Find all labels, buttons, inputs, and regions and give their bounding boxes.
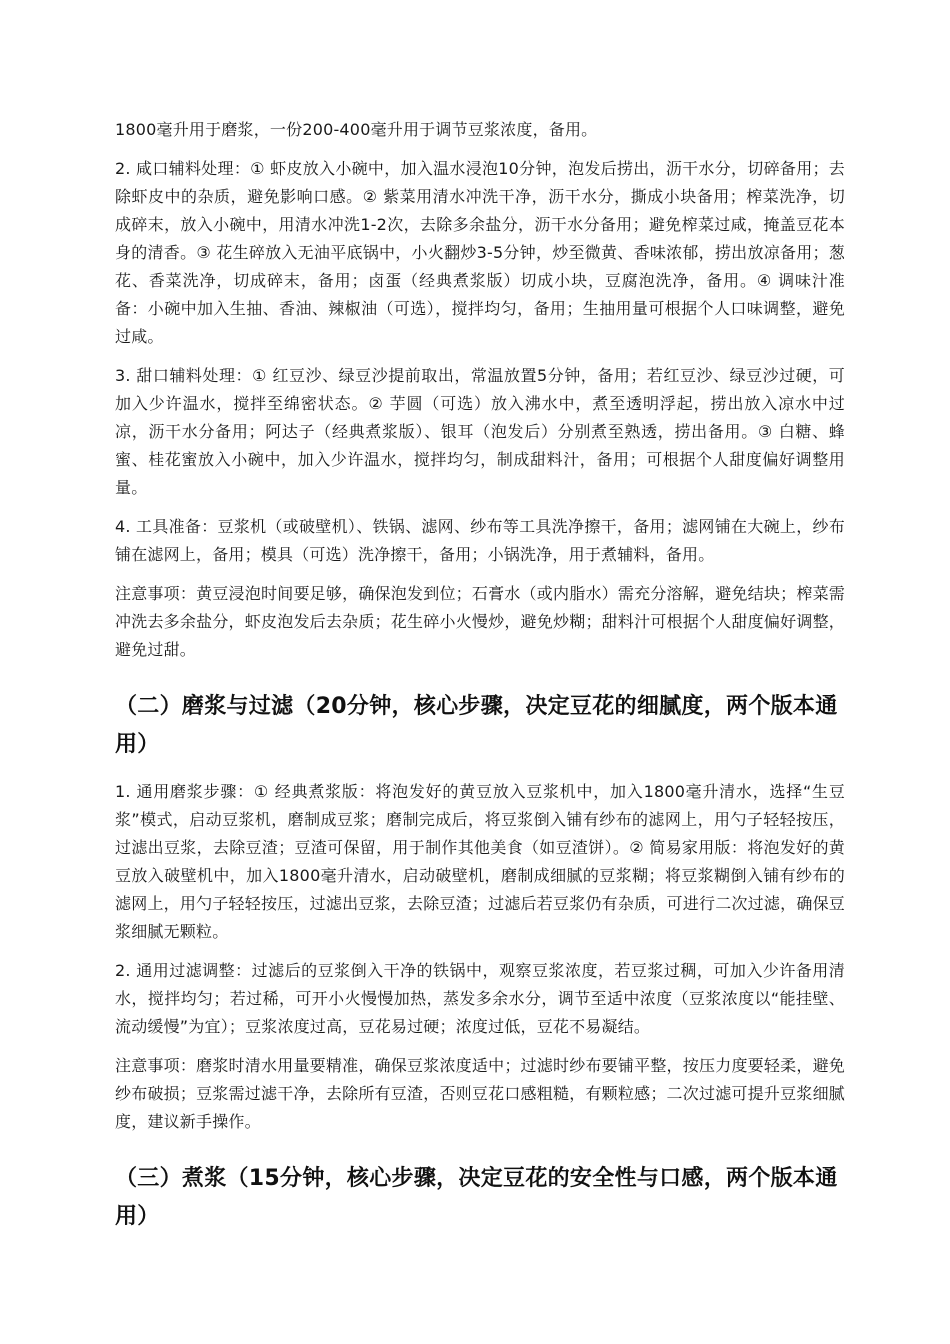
- section-heading-boiling: （三）煮浆（15分钟，核心步骤，决定豆花的安全性与口感，两个版本通用）: [115, 1166, 838, 1229]
- paragraph-soymilk-portion: 1800毫升用于磨浆，一份200-400毫升用于调节豆浆浓度，备用。: [115, 120, 598, 139]
- paragraph-tool-prep: 4. 工具准备：豆浆机（或破壁机）、铁锅、滤网、纱布等工具洗净擦干，备用；滤网铺在大碗上，纱布铺在滤网上，备用；模具（可选）洗净擦干，备用；小锅洗净，用于煮辅料，备用。: [115, 517, 845, 564]
- section-heading-grinding: （二）磨浆与过滤（20分钟，核心步骤，决定豆花的细腻度，两个版本通用）: [115, 694, 838, 757]
- paragraph-filter-adjust: 2. 通用过滤调整：过滤后的豆浆倒入干净的铁锅中，观察豆浆浓度，若豆浆过稠，可加入少许备用清水，搅拌均匀；若过稀，可开小火慢慢加热，蒸发多余水分，调节至适中浓度（豆浆浓度以“能挂壁、流动缓慢”为宜）；豆浆浓度过高，豆花易过硬；浓度过低，豆花不易凝结。: [115, 961, 845, 1036]
- paragraph-notes-grinding: 注意事项：磨浆时清水用量要精准，确保豆浆浓度适中；过滤时纱布要铺平整，按压力度要轻柔，避免纱布破损；豆浆需过滤干净，去除所有豆渣，否则豆花口感粗糙，有颗粒感；二次过滤可提升豆浆细腻度，建议新手操作。: [115, 1056, 845, 1131]
- paragraph-savory-toppings: 2. 咸口辅料处理：① 虾皮放入小碗中，加入温水浸泡10分钟，泡发后捞出，沥干水分，切碎备用；去除虾皮中的杂质，避免影响口感。② 紫菜用清水冲洗干净，沥干水分，撕成小块备用；榨菜洗净，切成碎末，放入小碗中，用清水冲洗1-2次，去除多余盐分，沥干水分备用；避免榨菜过咸，掩盖豆花本身的清香。③ 花生碎放入无油平底锅中，小火翻炒3-5分钟，炒至微黄、香味浓郁，捞出放凉备用；葱花、香菜洗净，切成碎末，备用；卤蛋（经典煮浆版）切成小块，豆腐泡洗净，备用。④ 调味汁准备：小碗中加入生抽、香油、辣椒油（可选），搅拌均匀，备用；生抽用量可根据个人口味调整，避免过咸。: [115, 159, 845, 346]
- paragraph-grinding-steps: 1. 通用磨浆步骤：① 经典煮浆版：将泡发好的黄豆放入豆浆机中，加入1800毫升清水，选择“生豆浆”模式，启动豆浆机，磨制成豆浆；磨制完成后，将豆浆倒入铺有纱布的滤网上，用勺子轻轻按压，过滤出豆浆，去除豆渣；豆渣可保留，用于制作其他美食（如豆渣饼）。② 简易家用版：将泡发好的黄豆放入破壁机中，加入1800毫升清水，启动破壁机，磨制成细腻的豆浆糊；将豆浆糊倒入铺有纱布的滤网上，用勺子轻轻按压，过滤出豆浆，去除豆渣；过滤后若豆浆仍有杂质，可进行二次过滤，确保豆浆细腻无颗粒。: [115, 782, 845, 941]
- paragraph-notes-prep: 注意事项：黄豆浸泡时间要足够，确保泡发到位；石膏水（或内脂水）需充分溶解，避免结块；榨菜需冲洗去多余盐分，虾皮泡发后去杂质；花生碎小火慢炒，避免炒糊；甜料汁可根据个人甜度偏好调整，避免过甜。: [115, 584, 845, 659]
- paragraph-sweet-toppings: 3. 甜口辅料处理：① 红豆沙、绿豆沙提前取出，常温放置5分钟，备用；若红豆沙、绿豆沙过硬，可加入少许温水，搅拌至绵密状态。② 芋圆（可选）放入沸水中，煮至透明浮起，捞出放入凉水中过凉，沥干水分备用；阿达子（经典煮浆版）、银耳（泡发后）分别煮至熟透，捞出备用。③ 白糖、蜂蜜、桂花蜜放入小碗中，加入少许温水，搅拌均匀，制成甜料汁，备用；可根据个人甜度偏好调整用量。: [115, 366, 845, 497]
- document-page: [115, 116, 845, 1250]
